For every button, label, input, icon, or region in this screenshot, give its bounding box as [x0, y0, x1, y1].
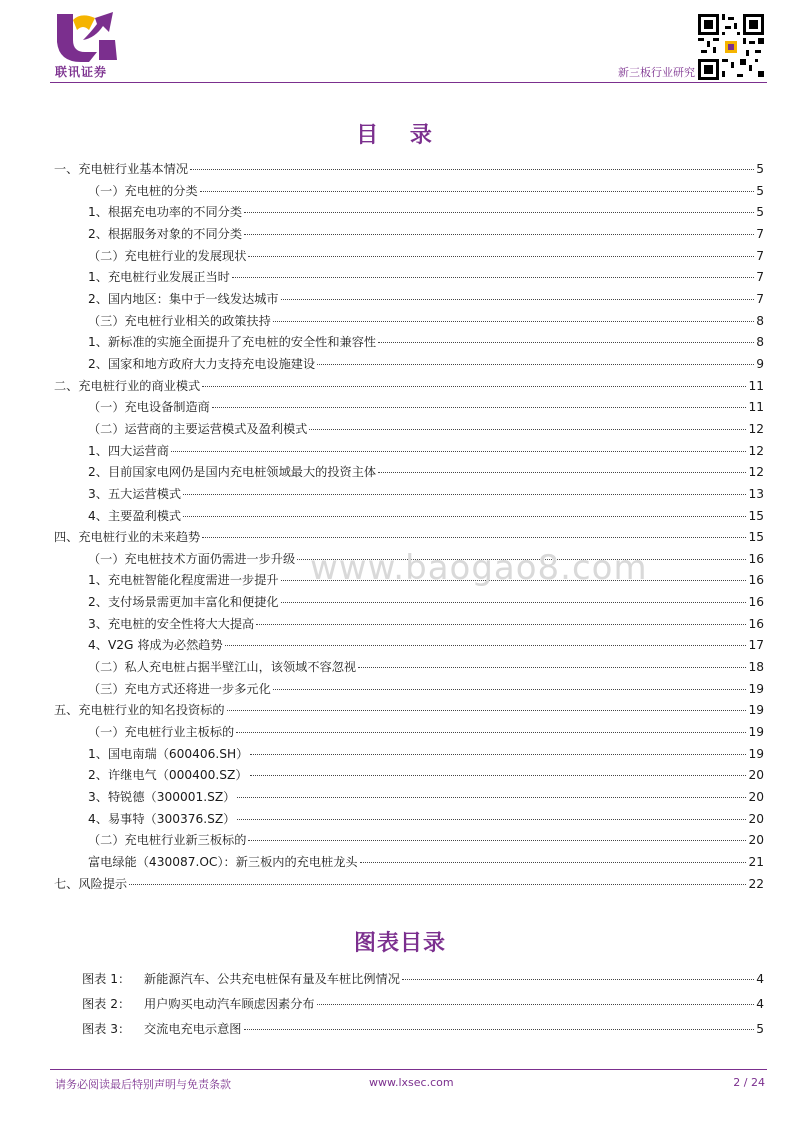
toc-entry[interactable]: [54, 810, 764, 832]
figure-entry-page: 4: [756, 972, 764, 986]
toc-entry[interactable]: [54, 658, 764, 680]
figure-entry-number: 图表 2：: [82, 997, 131, 1011]
toc-entry-page: 19: [748, 703, 764, 718]
dot-leader: [358, 667, 746, 668]
dot-leader: [237, 819, 746, 820]
toc-entry-label: 四、充电桩行业的未来趋势: [54, 530, 201, 545]
toc-entry-label: （一）充电设备制造商: [88, 400, 210, 415]
toc-entry-page: 19: [748, 681, 764, 696]
toc-entry-page: 21: [748, 855, 764, 869]
toc-entry-page: 20: [748, 811, 764, 826]
toc-entry-page: 15: [748, 508, 764, 523]
qr-code-icon: [698, 14, 764, 80]
toc-entry-label: 4、V2G 将成为必然趋势: [88, 638, 223, 653]
dot-leader: [129, 884, 746, 885]
dot-leader: [256, 624, 746, 625]
page-number: 2 / 24: [733, 1076, 765, 1089]
toc-entry-page: 12: [748, 443, 764, 458]
dot-leader: [273, 689, 747, 690]
figure-entry-label: 交流电充电示意图: [144, 1022, 242, 1036]
figure-entry-number: 图表 1：: [82, 972, 131, 986]
toc-entry-page: 15: [748, 530, 764, 545]
dot-leader: [297, 559, 746, 560]
dot-leader: [281, 580, 747, 581]
dot-leader: [244, 212, 754, 213]
dot-leader: [183, 516, 746, 517]
dot-leader: [202, 386, 746, 387]
dot-leader: [236, 732, 746, 733]
toc-entry-page: 16: [748, 573, 764, 588]
toc-entry-page: 7: [756, 248, 764, 263]
toc-entry-label: 2、许继电气（000400.SZ）: [88, 768, 248, 783]
toc-entry-label: （一）充电桩的分类: [88, 183, 198, 198]
toc-entry[interactable]: [54, 377, 764, 399]
report-category: 新三板行业研究: [618, 66, 695, 79]
toc-entry-label: （二）充电桩行业的发展现状: [88, 248, 247, 263]
dot-leader: [200, 191, 755, 192]
figure-list: [82, 970, 764, 1045]
header-divider: [50, 82, 695, 83]
toc-entry[interactable]: [54, 723, 764, 745]
toc-entry[interactable]: [54, 333, 764, 355]
toc-entry[interactable]: [54, 160, 764, 182]
toc-entry-page: 11: [748, 378, 764, 393]
toc-entry-page: 20: [748, 768, 764, 783]
disclaimer-text: 请务必阅读最后特别声明与免责条款: [55, 1078, 231, 1091]
dot-leader: [281, 299, 755, 300]
dot-leader: [273, 321, 754, 322]
dot-leader: [171, 451, 747, 452]
toc-entry[interactable]: [54, 550, 764, 572]
watermark: www.baogao8.com: [310, 548, 648, 588]
toc-entry-label: 1、国电南瑞（600406.SH）: [88, 746, 249, 761]
toc-entry[interactable]: [54, 853, 764, 875]
toc-entry-label: （一）充电桩行业主板标的: [88, 725, 235, 740]
toc-entry-page: 20: [748, 833, 764, 848]
toc-entry-page: 20: [748, 790, 764, 805]
dot-leader: [309, 429, 746, 430]
toc-entry-label: 1、根据充电功率的不同分类: [88, 205, 243, 220]
toc-entry-page: 5: [756, 205, 764, 220]
toc-entry-label: 3、五大运营模式: [88, 486, 182, 501]
toc-entry-label: 富电绿能（430087.OC）：新三板内的充电桩龙头: [88, 855, 358, 869]
toc-entry-label: 二、充电桩行业的商业模式: [54, 378, 201, 393]
toc-entry[interactable]: [54, 766, 764, 788]
dot-leader: [183, 494, 746, 495]
toc-entry[interactable]: [54, 593, 764, 615]
toc-entry-label: 1、充电桩智能化程度需进一步提升: [88, 573, 279, 588]
toc-entry-label: 3、充电桩的安全性将大大提高: [88, 616, 255, 631]
figure-entry[interactable]: [82, 1020, 764, 1045]
dot-leader: [378, 472, 746, 473]
toc-entry-label: 1、充电桩行业发展正当时: [88, 270, 230, 285]
logo-text: 联讯证券: [55, 65, 108, 79]
toc-entry[interactable]: [54, 680, 764, 702]
dot-leader: [232, 277, 754, 278]
figure-list-title: 图表目录: [353, 930, 446, 956]
toc-entry[interactable]: [54, 615, 764, 637]
toc-entry[interactable]: [54, 442, 764, 464]
toc-entry-page: 5: [756, 183, 764, 198]
figure-entry[interactable]: [82, 970, 764, 995]
toc-entry[interactable]: [54, 312, 764, 334]
dot-leader: [378, 342, 754, 343]
toc-entry[interactable]: [54, 225, 764, 247]
dot-leader: [202, 537, 746, 538]
toc-entry-page: 17: [748, 638, 764, 653]
toc-entry-page: 12: [748, 421, 764, 436]
toc-entry-page: 18: [748, 660, 764, 675]
toc-entry-label: 2、国内地区：集中于一线发达城市: [88, 291, 279, 306]
toc-entry-label: （二）私人充电桩占据半壁江山，该领域不容忽视: [88, 660, 357, 675]
toc-entry-label: 2、根据服务对象的不同分类: [88, 226, 243, 241]
toc-entry-page: 13: [748, 486, 764, 501]
toc-entry[interactable]: [54, 788, 764, 810]
dot-leader: [402, 979, 754, 980]
toc-entry[interactable]: [54, 875, 764, 897]
toc-entry-page: 16: [748, 551, 764, 566]
toc-title: 目 录: [356, 122, 444, 148]
dot-leader: [237, 797, 746, 798]
toc-entry-page: 7: [756, 270, 764, 285]
dot-leader: [212, 407, 747, 408]
toc-entry-label: 3、特锐德（300001.SZ）: [88, 790, 236, 805]
toc-entry[interactable]: [54, 507, 764, 529]
toc-entry-page: 7: [756, 226, 764, 241]
toc-entry-label: （三）充电方式还将进一步多元化: [88, 681, 271, 696]
toc-entry-label: 2、支付场景需更加丰富化和便捷化: [88, 595, 279, 610]
figure-entry-page: 5: [756, 1022, 764, 1036]
toc-entry[interactable]: [54, 355, 764, 377]
page-header: [0, 0, 800, 90]
header-divider-right: [695, 82, 767, 83]
footer-divider: [50, 1069, 767, 1070]
toc-entry[interactable]: [54, 420, 764, 442]
toc-entry-page: 7: [756, 291, 764, 306]
toc-entry-page: 5: [756, 162, 764, 176]
toc-entry-label: （三）充电桩行业相关的政策扶持: [88, 313, 271, 328]
toc-entry-page: 9: [756, 356, 764, 371]
toc-entry-label: （二）运营商的主要运营模式及盈利模式: [88, 421, 308, 436]
toc-entry[interactable]: [54, 745, 764, 767]
dot-leader: [248, 256, 754, 257]
toc-entry[interactable]: [54, 290, 764, 312]
dot-leader: [248, 840, 746, 841]
toc-entry[interactable]: [54, 485, 764, 507]
dot-leader: [225, 645, 747, 646]
toc-entry-label: 2、国家和地方政府大力支持充电设施建设: [88, 356, 316, 371]
toc-entry-page: 16: [748, 595, 764, 610]
toc-entry-label: 4、主要盈利模式: [88, 508, 182, 523]
figure-entry-page: 4: [756, 997, 764, 1011]
toc-entry-label: 五、充电桩行业的知名投资标的: [54, 703, 225, 718]
dot-leader: [244, 234, 754, 235]
toc-entry[interactable]: [54, 268, 764, 290]
toc-entry-label: 七、风险提示: [54, 876, 128, 891]
toc-entry-label: 一、充电桩行业基本情况: [54, 162, 189, 176]
toc-entry[interactable]: [54, 398, 764, 420]
toc-entry-label: （二）充电桩行业新三板标的: [88, 833, 247, 848]
toc-entry[interactable]: [54, 247, 764, 269]
toc-entry-page: 22: [748, 876, 764, 891]
dot-leader: [244, 1029, 755, 1030]
dot-leader: [250, 754, 746, 755]
table-of-contents: [54, 160, 764, 896]
dot-leader: [360, 862, 747, 863]
dot-leader: [281, 602, 747, 603]
dot-leader: [250, 775, 747, 776]
toc-entry-page: 8: [756, 313, 764, 328]
dot-leader: [190, 169, 754, 170]
toc-entry[interactable]: [54, 203, 764, 225]
toc-entry-page: 16: [748, 616, 764, 631]
toc-entry[interactable]: [54, 528, 764, 550]
toc-entry[interactable]: [54, 571, 764, 593]
toc-entry-label: （一）充电桩技术方面仍需进一步升级: [88, 551, 296, 566]
dot-leader: [317, 1004, 755, 1005]
figure-entry-label: 新能源汽车、公共充电桩保有量及车桩比例情况: [144, 972, 400, 986]
toc-entry-label: 4、易事特（300376.SZ）: [88, 811, 236, 826]
toc-entry-page: 19: [748, 746, 764, 761]
toc-entry[interactable]: [54, 831, 764, 853]
figure-entry-label: 用户购买电动汽车顾虑因素分布: [144, 997, 315, 1011]
website-link[interactable]: www.lxsec.com: [369, 1076, 454, 1089]
toc-entry-label: 1、四大运营商: [88, 443, 169, 458]
toc-entry-page: 8: [756, 335, 764, 350]
figure-entry[interactable]: [82, 995, 764, 1020]
dot-leader: [227, 710, 747, 711]
toc-entry-page: 19: [748, 725, 764, 740]
toc-entry[interactable]: [54, 701, 764, 723]
toc-entry-page: 11: [748, 400, 764, 415]
toc-entry-label: 2、目前国家电网仍是国内充电桩领域最大的投资主体: [88, 465, 377, 480]
toc-entry-label: 1、新标准的实施全面提升了充电桩的安全性和兼容性: [88, 335, 377, 350]
figure-entry-number: 图表 3：: [82, 1022, 131, 1036]
toc-entry[interactable]: [54, 636, 764, 658]
toc-entry[interactable]: [54, 463, 764, 485]
dot-leader: [317, 364, 754, 365]
toc-entry[interactable]: [54, 182, 764, 204]
toc-entry-page: 12: [748, 465, 764, 480]
